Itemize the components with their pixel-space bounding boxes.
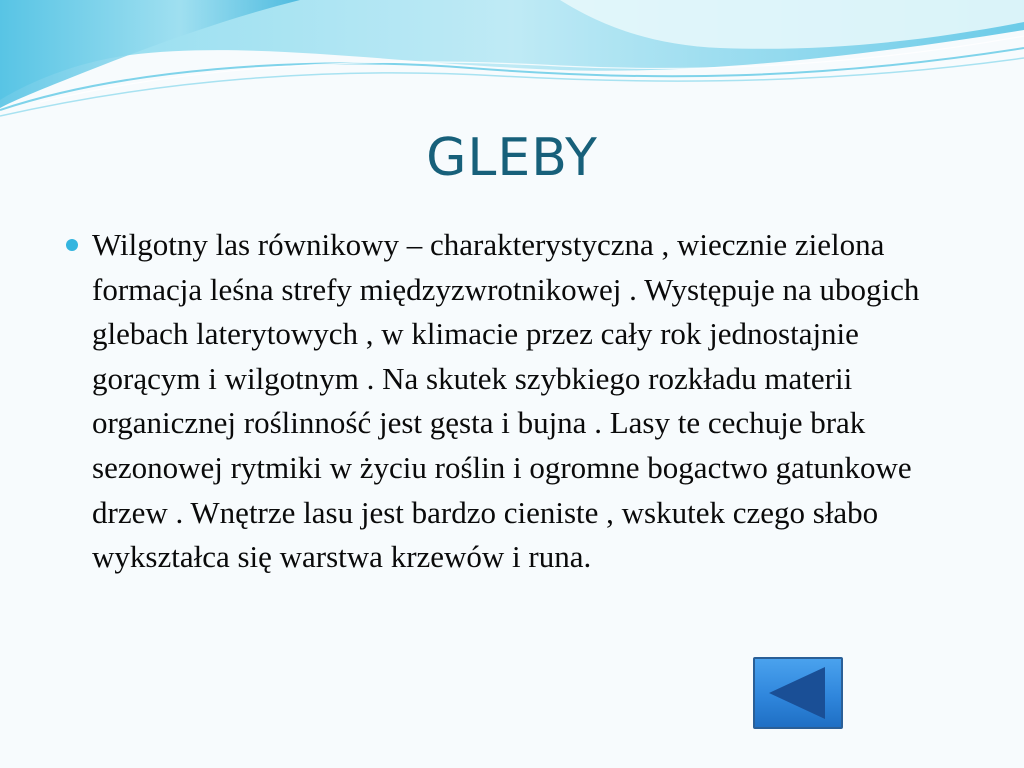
bullet-item — [62, 223, 952, 580]
bullet-list — [62, 223, 952, 580]
triangle-left-icon — [755, 659, 841, 727]
bullet-point-icon — [66, 239, 78, 251]
slide-title: GLEBY — [426, 128, 598, 188]
bullet-text: Wilgotny las równikowy – charakterystyczna , wiecznie zielona formacja leśna strefy międzyzwrotnikowej . Występuje na ubogich glebach laterytowych , w klimacie przez cały rok jednostajnie gorącym i wilgotnym . Na skutek szybkiego rozkładu materii organicznej roślinność jest gęsta i bujna . Lasy te cechuje brak sezonowej rytmiki w życiu roślin i ogromne bogactwo gatunkowe drzew . Wnętrze lasu jest bardzo cieniste , wskutek czego słabo wykształca się warstwa krzewów i runa. — [92, 227, 920, 575]
header-wave-decoration — [0, 0, 1024, 130]
back-button[interactable] — [753, 657, 843, 729]
